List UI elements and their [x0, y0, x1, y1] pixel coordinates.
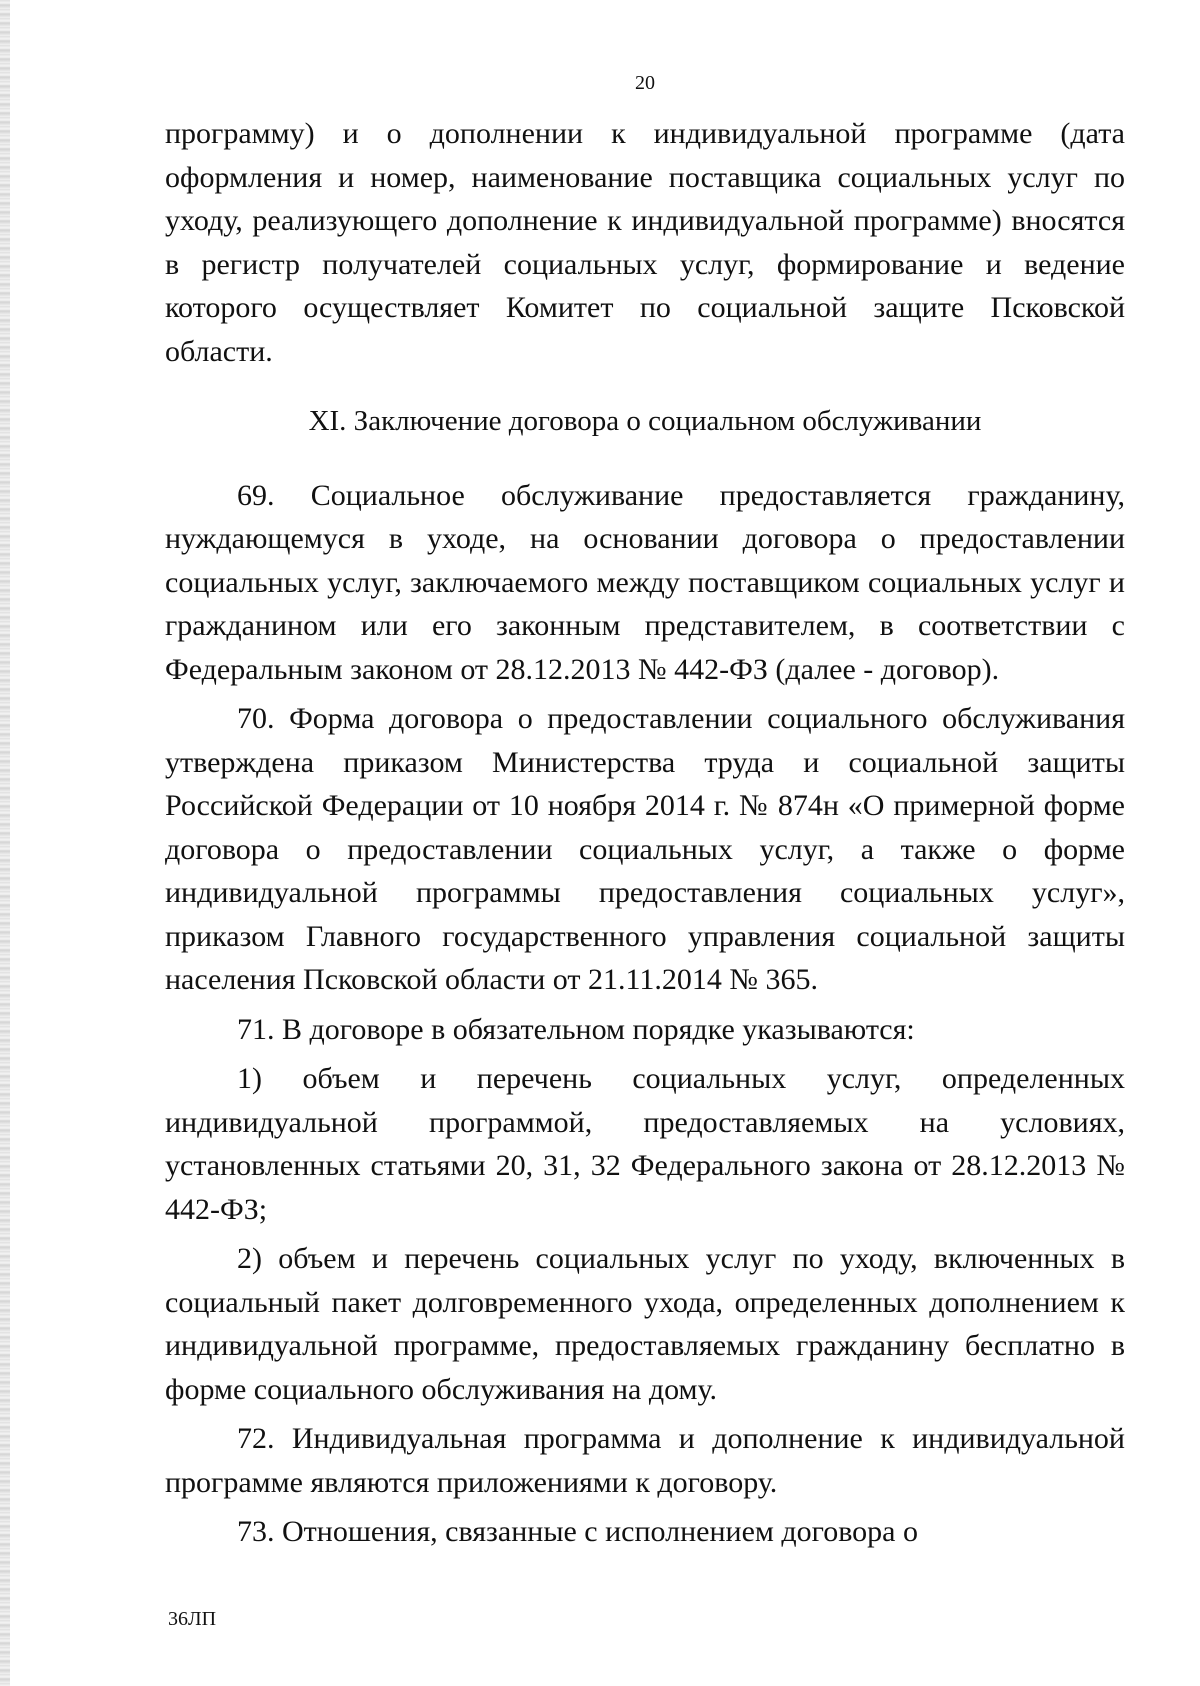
paragraph-continuation: программу) и о дополнении к индивидуальной программе (дата оформления и номер, наименование поставщика социальных услуг по уходу, реализующего дополнение к индивидуальной программе) вносятся в регистр получателей социальных услуг, формирование и ведение которого осуществляет Комитет по социальной защите Псковской области.	[165, 117, 1125, 368]
footer-code: 36ЛП	[168, 1608, 217, 1630]
list-item-1: 1) объем и перечень социальных услуг, определенных индивидуальной программой, предоставляемых на условиях, установленных статьями 20, 31, 32 Федерального закона от 28.12.2013 № 442-ФЗ;	[165, 1062, 1125, 1226]
paragraph-71: 71. В договоре в обязательном порядке указываются:	[237, 1012, 915, 1046]
paragraph-73: 73. Отношения, связанные с исполнением договора о	[237, 1515, 918, 1548]
scan-edge	[0, 0, 10, 1686]
page-number: 20	[635, 72, 655, 94]
paragraph-72: 72. Индивидуальная программа и дополнение к индивидуальной программе являются приложениями к договору.	[165, 1422, 1125, 1499]
paragraph-69: 69. Социальное обслуживание предоставляется гражданину, нуждающемуся в уходе, на основании договора о предоставлении социальных услуг, заключаемого между поставщиком социальных услуг и гражданином или его законным представителем, в соответствии с Федеральным законом от 28.12.2013 № 442-ФЗ (далее - договор).	[165, 478, 1125, 686]
section-heading: XI. Заключение договора о социальном обслуживании	[308, 405, 982, 437]
paragraph-70: 70. Форма договора о предоставлении социального обслуживания утверждена приказом Министерства труда и социальной защиты Российской Федерации от 10 ноября 2014 г. № 874н «О примерной форме договора о предоставлении социальных услуг, а также о форме индивидуальной программы предоставления социальных услуг», приказом Главного государственного управления социальной защиты населения Псковской области от 21.11.2014 № 365.	[165, 702, 1125, 996]
list-item-2: 2) объем и перечень социальных услуг по уходу, включенных в социальный пакет долговременного ухода, определенных дополнением к индивидуальной программе, предоставляемых гражданину бесплатно в форме социального обслуживания на дому.	[165, 1242, 1125, 1406]
document-body	[165, 112, 1125, 1554]
